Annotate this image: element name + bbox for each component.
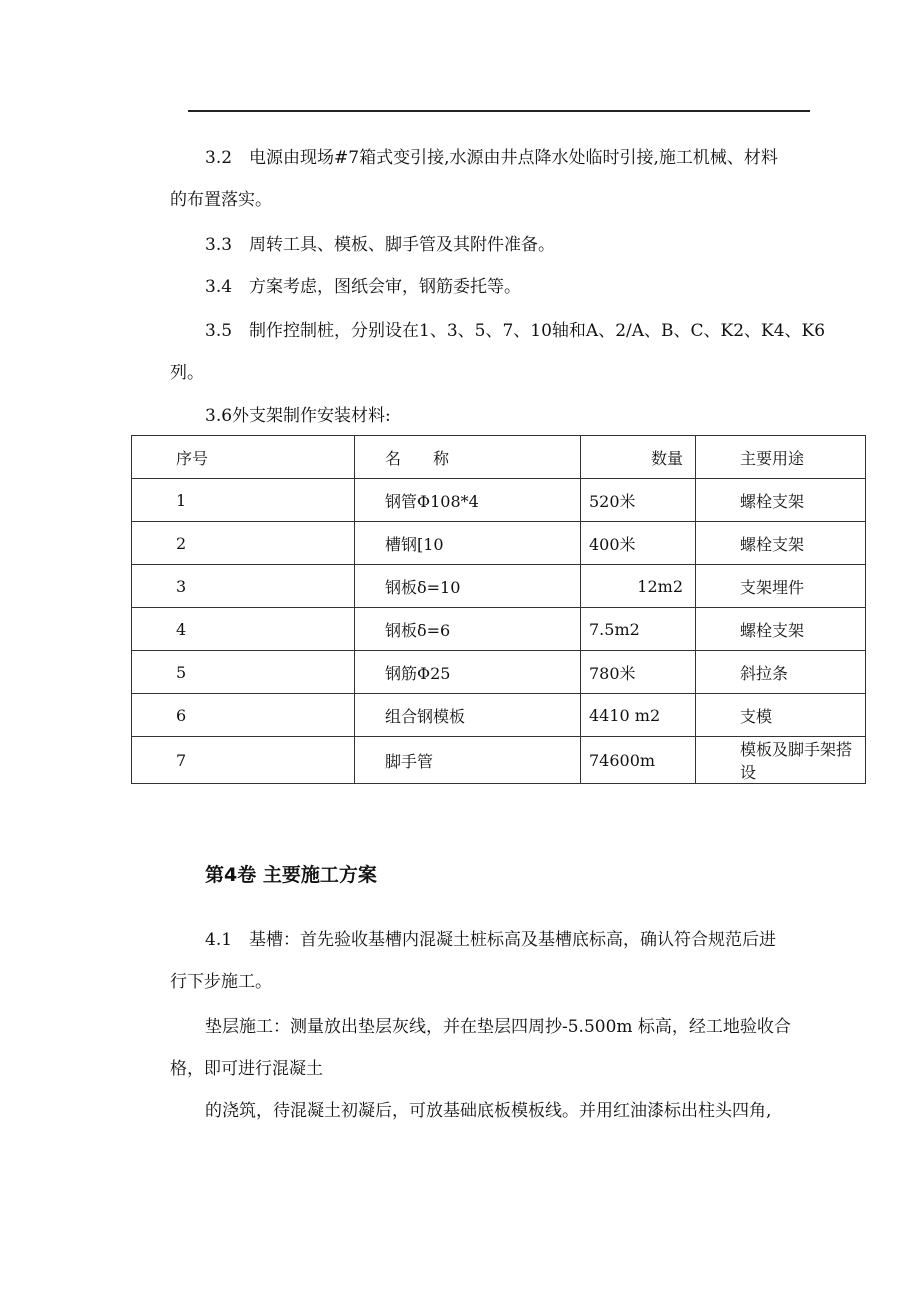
cell-quantity: 7.5m2	[581, 608, 696, 651]
cell-index: 6	[132, 694, 355, 737]
cell-name: 槽钢[10	[355, 522, 581, 565]
para-3-2-line1: 3.2 电源由现场#7箱式变引接,水源由井点降水处临时引接,施工机械、材料	[205, 148, 778, 168]
cell-index: 3	[132, 565, 355, 608]
cell-usage: 螺栓支架	[696, 479, 866, 522]
header-rule	[188, 110, 810, 112]
para-3-6: 3.6外支架制作安装材料:	[205, 406, 391, 426]
para-3-3: 3.3 周转工具、模板、脚手管及其附件准备。	[205, 235, 556, 255]
cell-quantity: 400米	[581, 522, 696, 565]
cell-usage: 螺栓支架	[696, 608, 866, 651]
cell-index: 7	[132, 737, 355, 784]
header-name: 名 称	[355, 436, 581, 479]
cell-name: 钢管Φ108*4	[355, 479, 581, 522]
cell-name: 脚手管	[355, 737, 581, 784]
cell-index: 4	[132, 608, 355, 651]
table-row	[132, 737, 866, 784]
cell-index: 2	[132, 522, 355, 565]
para-cushion-line1: 垫层施工：测量放出垫层灰线，并在垫层四周抄-5.500m 标高，经工地验收合	[205, 1017, 791, 1037]
cell-usage: 支架埋件	[696, 565, 866, 608]
cell-quantity: 12m2	[581, 565, 696, 608]
cell-usage: 斜拉条	[696, 651, 866, 694]
para-cushion-line3: 的浇筑，待混凝土初凝后，可放基础底板模板线。并用红油漆标出柱头四角,	[205, 1101, 772, 1121]
cell-name: 组合钢模板	[355, 694, 581, 737]
header-quantity: 数量	[581, 436, 696, 479]
cell-name: 钢板δ=6	[355, 608, 581, 651]
cell-quantity: 520米	[581, 479, 696, 522]
cell-index: 1	[132, 479, 355, 522]
materials-table	[131, 435, 866, 784]
cell-name: 钢筋Φ25	[355, 651, 581, 694]
table-row	[132, 522, 866, 565]
header-index: 序号	[132, 436, 355, 479]
cell-name: 钢板δ=10	[355, 565, 581, 608]
section-heading: 第4卷 主要施工方案	[205, 864, 377, 886]
cell-index: 5	[132, 651, 355, 694]
table-header-row	[132, 436, 866, 479]
para-3-5-line1: 3.5 制作控制桩，分别设在1、3、5、7、10轴和A、2/A、B、C、K2、K4、K6	[205, 321, 826, 341]
para-3-2-line2: 的布置落实。	[170, 190, 272, 210]
para-3-5-line2: 列。	[170, 363, 204, 383]
para-cushion-line2: 格，即可进行混凝土	[170, 1059, 323, 1079]
table-row	[132, 651, 866, 694]
cell-usage: 支模	[696, 694, 866, 737]
para-3-4: 3.4 方案考虑，图纸会审，钢筋委托等。	[205, 277, 522, 297]
table-row	[132, 479, 866, 522]
cell-quantity: 4410 m2	[581, 694, 696, 737]
cell-usage: 螺栓支架	[696, 522, 866, 565]
table-row	[132, 565, 866, 608]
cell-quantity: 780米	[581, 651, 696, 694]
cell-usage: 模板及脚手架搭设	[696, 737, 866, 784]
para-4-1-line2: 行下步施工。	[170, 972, 272, 992]
table-row	[132, 608, 866, 651]
para-4-1-line1: 4.1 基槽：首先验收基槽内混凝土桩标高及基槽底标高，确认符合规范后进	[205, 930, 777, 950]
header-usage: 主要用途	[696, 436, 866, 479]
cell-quantity: 74600m	[581, 737, 696, 784]
table-row	[132, 694, 866, 737]
